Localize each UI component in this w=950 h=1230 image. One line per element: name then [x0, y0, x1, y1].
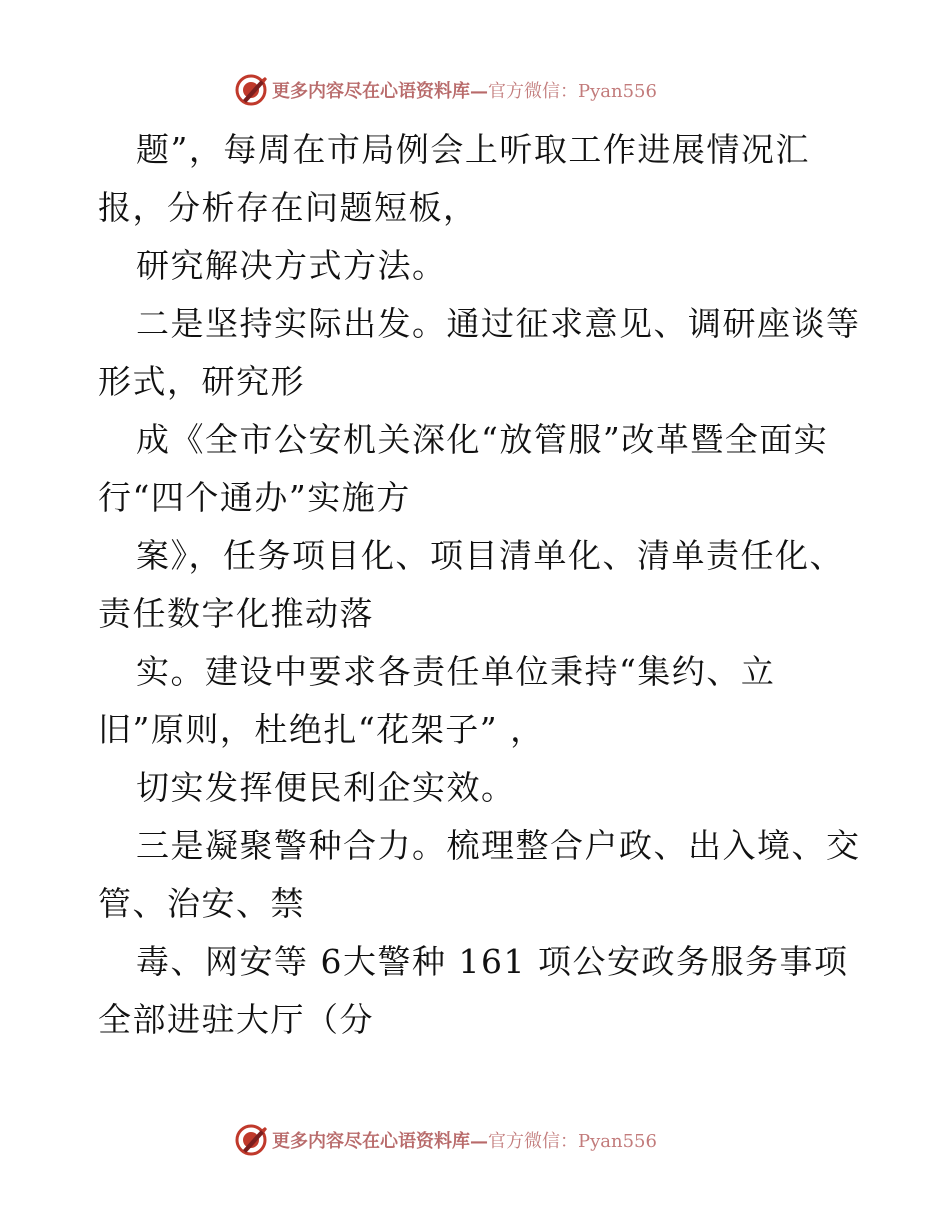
- body-line: 案》，任务项目化、项目清单化、清单责任化、: [136, 536, 844, 575]
- body-line: 报，分析存在问题短板，: [98, 188, 478, 227]
- pen-logo-icon: [234, 1123, 268, 1157]
- header-banner-title: 更多内容尽在心语资料库—: [272, 81, 488, 102]
- body-line: 研究解决方式方法。: [136, 246, 447, 285]
- footer-banner-text: [272, 1127, 657, 1153]
- body-line: 全部进驻大厅（分: [98, 1000, 374, 1039]
- body-line: 毒、网安等 6大警种 161 项公安政务服务事项: [136, 942, 849, 981]
- pen-logo-icon: [234, 73, 268, 107]
- header-banner: [234, 72, 657, 108]
- header-banner-text: [272, 77, 657, 103]
- body-line: 实。建设中要求各责任单位秉持“集约、立: [136, 652, 776, 691]
- body-line: 题”，每周在市局例会上听取工作进展情况汇: [136, 130, 810, 169]
- body-line: 二是坚持实际出发。通过征求意见、调研座谈等: [136, 304, 861, 343]
- body-line: 成《全市公安机关深化“放管服”改革暨全面实: [136, 420, 829, 459]
- header-banner-wechat: 官方微信：Pyan556: [488, 81, 657, 102]
- body-line: 责任数字化推动落: [98, 594, 374, 633]
- body-line: 三是凝聚警种合力。梳理整合户政、出入境、交: [136, 826, 861, 865]
- body-line: 形式，研究形: [98, 362, 305, 401]
- body-line: 行“四个通办”实施方: [98, 478, 411, 517]
- body-line: 管、治安、禁: [98, 884, 305, 923]
- footer-banner-title: 更多内容尽在心语资料库—: [272, 1131, 488, 1152]
- body-line: 旧”原则，杜绝扎“花架子” ，: [98, 710, 545, 749]
- body-line: 切实发挥便民利企实效。: [136, 768, 516, 807]
- footer-banner-wechat: 官方微信：Pyan556: [488, 1131, 657, 1152]
- footer-banner: [234, 1122, 657, 1158]
